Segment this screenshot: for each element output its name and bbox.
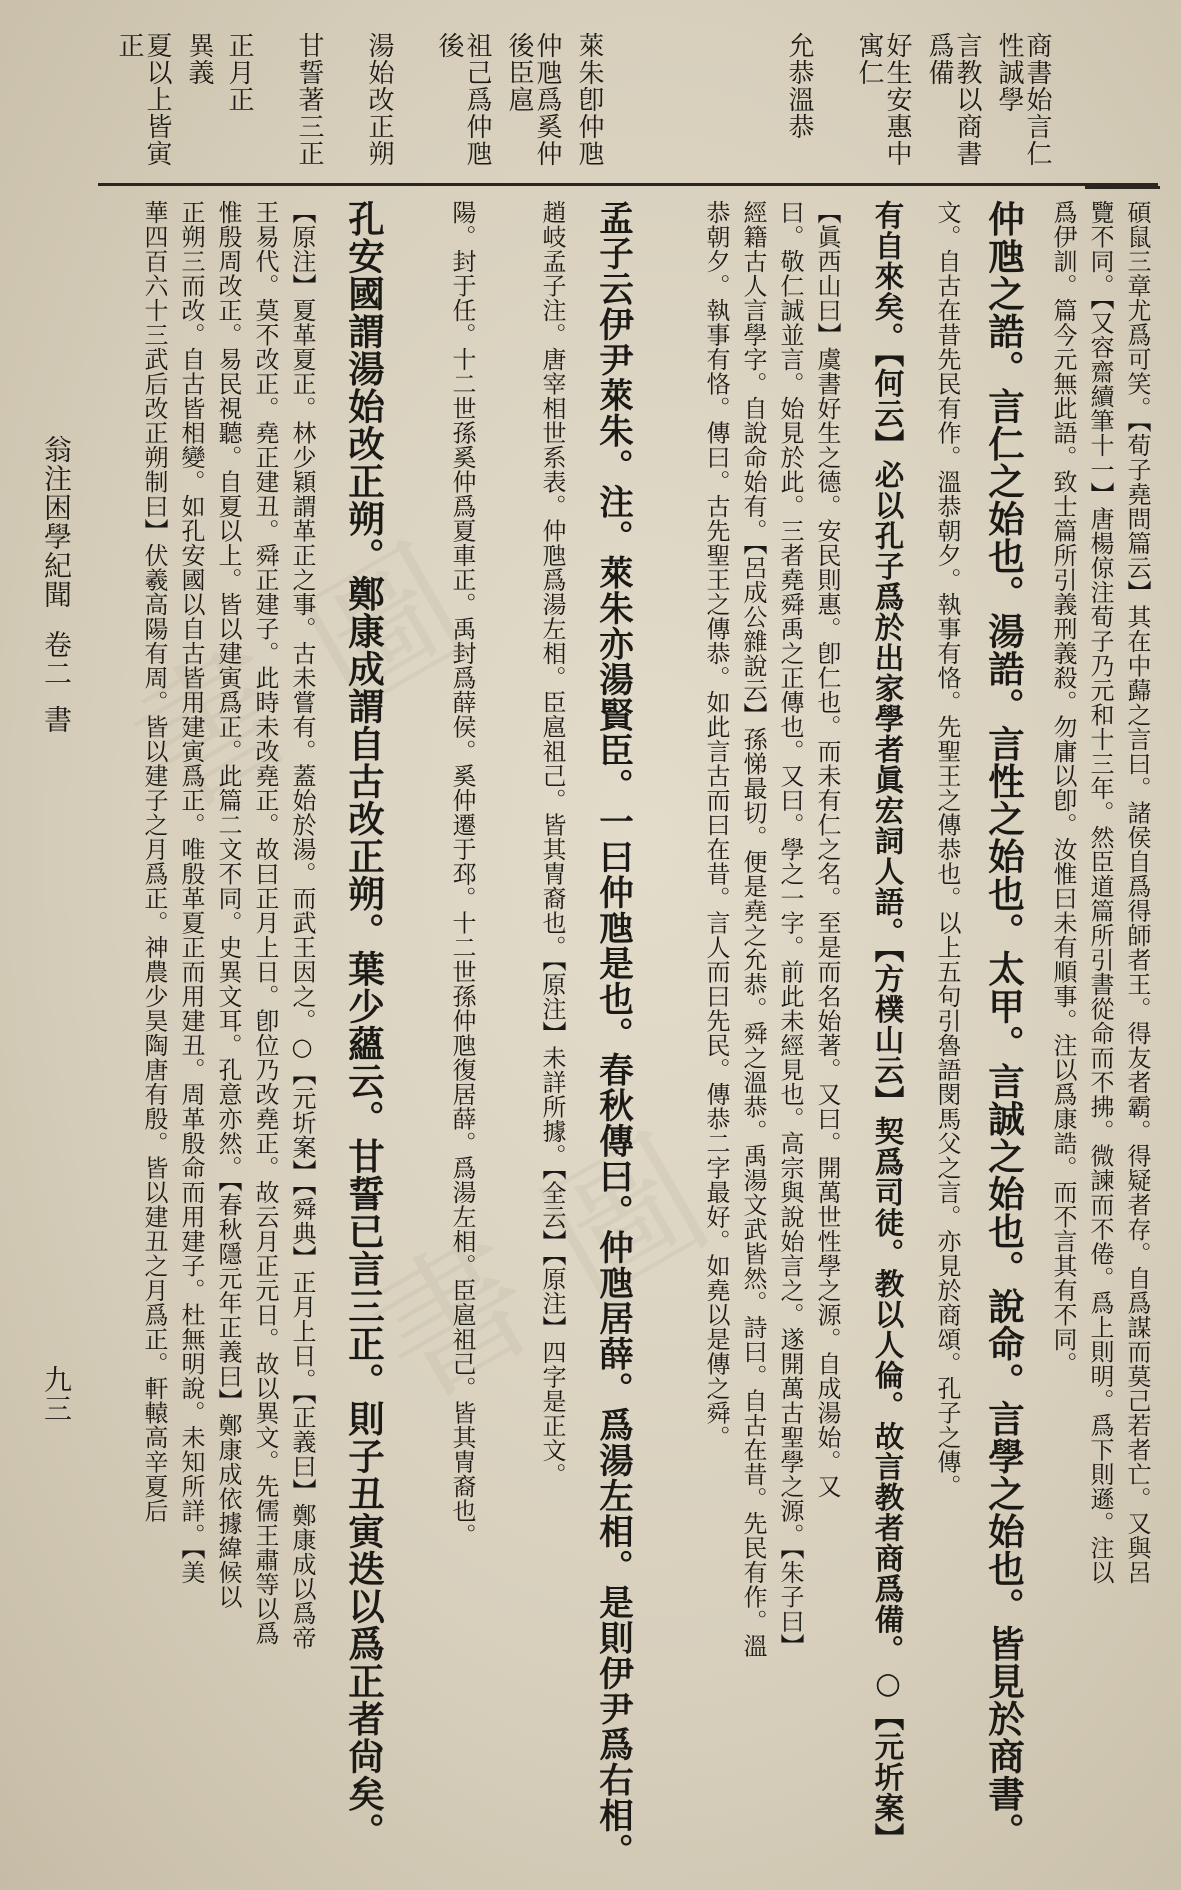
page-number: 九三	[40, 1365, 73, 1423]
annotation-column: 碩鼠三章尤爲可笑。【荀子堯問篇云】其在中蘬之言曰。諸侯自爲得師者王。得友者霸。得疑者存。自爲謀而莫己若者亡。又與呂	[1123, 200, 1151, 1585]
annotation-column: 經籍古人言學字。自說命始有。【呂成公雜說云】孫悌最切。便是堯之允恭。舜之溫恭。禹湯文武皆然。詩曰。自古在昔。先民有作。溫	[739, 200, 767, 1658]
header-note: 言教以商書爲備	[924, 32, 982, 167]
watermark: 書 圖	[106, 517, 495, 843]
annotation-column: 文。自古在昔先民有作。溫恭朝夕。執事有恪。先聖王之傳恭也。以上五句引魯語閔馬父之言。亦見於商頌。孔子之傳。	[933, 200, 961, 1499]
volume-label: 卷二	[40, 630, 73, 688]
watermark: 書 圖	[346, 1107, 735, 1433]
header-note: 萊朱卽仲虺	[574, 32, 604, 167]
main-text-column: 仲虺之誥。言仁之始也。湯誥。言性之始也。太甲。言誠之始也。說命。言學之始也。皆見於商書。	[982, 200, 1026, 1850]
annotation-column: 恭朝夕。執事有恪。傳曰。古先聖王之傳恭。如此言古而曰在昔。言人而曰先民。傳恭二字最好。如堯以是傳之舜。	[702, 200, 730, 1450]
main-text-column: 有自來矣。【何云】必以孔子爲於出家學者眞宏詞人語。【方樸山云】契爲司徒。教以人倫。故言教者商爲備。○【元圻案】	[870, 200, 906, 1854]
annotation-column: 爲伊訓。篇今元無此語。致士篇所引義刑義殺。勿庸以卽。汝惟曰未有順事。注以爲康誥。而不言其有不同。	[1049, 200, 1077, 1376]
annotation-column: 【眞西山曰】虞書好生之德。安民則惠。卽仁也。而未有仁之名。至是而名始著。又曰。開萬世性學之源。自成湯始。又	[813, 200, 841, 1499]
header-note: 好生安惠中寓仁	[854, 32, 912, 167]
header-note: 仲虺爲奚仲後臣扈	[504, 32, 562, 167]
header-note: 夏以上皆寅正	[114, 32, 172, 167]
header-note: 湯始改正朔	[364, 32, 394, 167]
header-note: 甘誓著三正	[294, 32, 324, 167]
annotation-column: 陽。封于任。十二世孫奚仲爲夏車正。禹封爲薛侯。奚仲遷于邳。十二世孫仲虺復居薛。爲湯左相。臣扈祖己。皆其冑裔也。	[448, 200, 476, 1548]
annotation-column: 覽不同。【又容齋續筆十一】唐楊倞注荀子乃元和十三年。然臣道篇所引書從命而不拂。微諫而不倦。爲上則明。爲下則遜。注以	[1086, 200, 1114, 1585]
annotation-column: 【原注】夏革夏正。林少穎謂革正之事。古未嘗有。蓋始於湯。而武王因之。○【元圻案】【舜典】正月上日。【正義曰】鄭康成以爲帝	[288, 200, 316, 1650]
header-note: 商書始言仁性誠學	[994, 32, 1052, 167]
book-title: 翁注困學紀聞	[40, 435, 73, 609]
annotation-column: 曰。敬仁誠並言。始見於此。三者堯舜禹之正傳也。又曰。學之一字。前此未經見也。高宗與說始言之。遂開萬古聖學之源。【朱子曰】	[776, 200, 804, 1658]
header-divider-extension	[1085, 186, 1160, 189]
header-note: 允恭溫恭	[784, 32, 814, 140]
header-note: 祖己爲仲虺後	[434, 32, 492, 167]
annotation-column: 趙岐孟子注。唐宰相世系表。仲虺爲湯左相。臣扈祖己。皆其冑裔也。【原注】未詳所據。【全云】【原注】四字是正文。	[538, 200, 566, 1487]
header-note: 異義	[184, 32, 214, 86]
main-text-column: 孔安國謂湯始改正朔。鄭康成謂自古改正朔。葉少蘊云。甘誓已言三正。則子丑寅迭以爲正者尙矣。	[342, 200, 386, 1850]
annotation-column: 王易代。莫不改正。堯正建丑。舜正建子。此時未改堯正。故曰正月上日。卽位乃改堯正。故云月正元日。故以異文。先儒王肅等以爲	[251, 200, 279, 1646]
annotation-column: 正朔三而改。自古皆相變。如孔安國以自古皆用建寅爲正。唯殷革夏正而用建丑。周革殷命而用建子。杜無明說。未知所詳。【美	[177, 200, 205, 1585]
header-note: 正月正	[224, 32, 254, 113]
annotation-column: 惟殷周改正。易民視聽。自夏以上。皆以建寅爲正。此篇二文不同。史異文耳。孔意亦然。【春秋隱元年正義曰】鄭康成依據緯候以	[214, 200, 242, 1609]
section-label: 書	[40, 705, 73, 734]
annotation-column: 華四百六十三武后改正朔制曰】伏羲高陽有周。皆以建子之月爲正。神農少昊陶唐有殷。皆以建丑之月爲正。軒轅高辛夏后	[140, 200, 168, 1523]
header-divider	[98, 183, 1158, 186]
main-text-column: 孟子云伊尹萊朱。注。萊朱亦湯賢臣。一曰仲虺是也。春秋傳曰。仲虺居薛。爲湯左相。是則伊尹爲右相。	[592, 200, 633, 1869]
